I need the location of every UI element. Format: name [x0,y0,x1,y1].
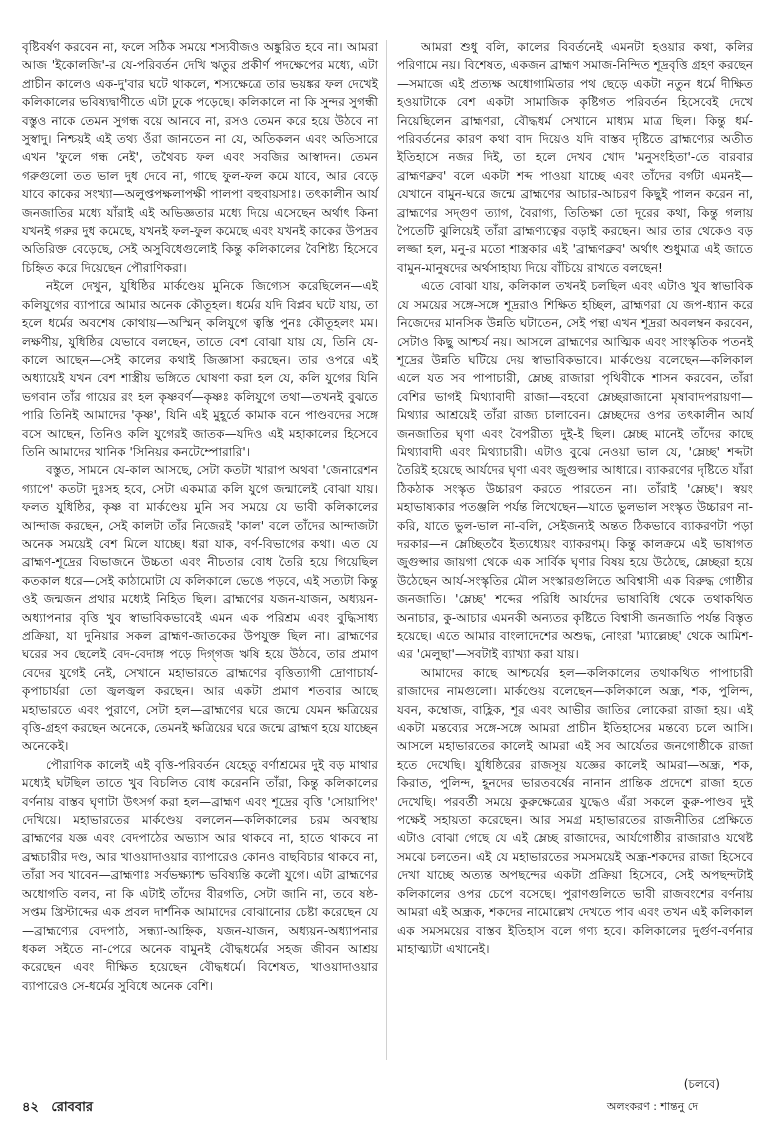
paragraph: বস্তুত, সামনে যে-কাল আসছে, সেটা কতটা খারাপ অথবা 'জেনারেশন গ্যাপে' কতটা দুঃসহ হবে, সেটা একমাত্র কলি যুগে জন্মালেই বোঝা যায়। ফলত যুধিষ্ঠির, কৃষ্ণ বা মার্কণ্ডেয় মুনি সব সময়ে যে ভাবী কলিকালের আন্দাজ করছেন, সেই কালটা তাঁর নিজেরই 'কাল' বলে তাঁদের আন্দাজটা অনেক সময়েই বেশ মিলে যাচ্ছে। ধরা যাক, বর্ণ-বিভাগের কথা। এত যে ব্রাহ্মণ-শূদ্রের বিভাজনে উচ্চতা এবং নীচতার বোধ তৈরি হয়ে গিয়েছিল কতকাল ধরে—সেই কাঠামোটা যে কলিকালে ভেঙে পড়বে, এই সত্যটা কিন্তু ওই জন্মজন প্রথার মধ্যেই নিহিত ছিল। ব্রাহ্মণের যজন-যাজন, অধ্যয়ন-অধ্যাপনার বৃত্তি খুব স্বাভাবিকভাবেই এমন এক পরিশ্রম এবং বুদ্ধিসাধ্য প্রক্রিয়া, যা দুনিয়ার সকল ব্রাহ্মণ-জাতকের উপযুক্ত ছিল না। ব্রাহ্মণের ঘরের সব ছেলেই বেদ-বেদাঙ্গ পড়ে দিগ্‌গজ ঋষি হয়ে উঠবে, তার প্রমাণ বেদের যুগেই নেই, সেখানে মহাভারতে ব্রাহ্মণের বৃত্তিত্যাগী দ্রোণাচার্য-কৃপাচার্যরা তো জ্বলজ্বল করছেন। আর একটা প্রমাণ শতবার আছে মহাভারতে এবং পুরাণে, সেটা হল—ব্রাহ্মণের ঘরে জন্মে যেমন ক্ষত্রিয়ের বৃত্তি-গ্রহণ করছেন অনেকে, তেমনই ক্ষত্রিয়ের ঘরে জন্মে ব্রাহ্মণ হয়ে যাচ্ছেন অনেকেই। [22,463,378,754]
left-column [22,38,378,995]
paragraph: পৌরাণিক কালেই এই বৃত্তি-পরিবর্তন যেহেতু বর্ণাশ্রমের দুই বড় মাথার মধ্যেই ঘটছিল তাতে খুব বিচলিত বোধ করেননি তাঁরা, কিন্তু কলিকালের বর্ণনায় বাস্তব ঘৃণাটা উৎসর্গ করা হল—ব্রাহ্মণ এবং শূদ্রের বৃত্তি 'সোয়াপিং' দেখিয়ে। মহাভারতের মার্কণ্ডেয় বললেন—কলিকালের চরম অবস্থায় ব্রাহ্মণের যজ্ঞ এবং বেদপাঠের অভ্যাস আর থাকবে না, হাতে থাকবে না ব্রহ্মচারীর দণ্ড, আর খাওয়াদাওয়ার ব্যাপারেও কোনও বাছবিচার থাকবে না, তাঁরা সব খাবেন—ব্রাহ্মণাঃ সর্বভক্ষ্যাশ্চ ভবিষ্যন্তি কলৌ যুগে। এটা ব্রাহ্মণের অধোগতি বলব, না কি এটাই তাঁদের বীরগতি, সেটা জানি না, তবে ষষ্ঠ-সপ্তম খ্রিস্টাব্দের এক প্রবল দার্শনিক আমাদের বোঝানোর চেষ্টা করেছেন যে—ব্রাহ্মণ্যের বেদপাঠ, সন্ধ্যা-আহ্নিক, যজন-যাজন, অধ্যয়ন-অধ্যাপনার ধকল সইতে না-পেরে অনেক বামুনই বৌদ্ধধর্মের সহজ জীবন আশ্রয় করেছেন এবং দীক্ষিত হয়েছেন বৌদ্ধধর্মে। বিশেষত, খাওয়াদাওয়ার ব্যাপারেও সে-ধর্মের সুবিধে অনেক বেশি। [22,757,378,993]
page-footer [22,1098,93,1119]
column-divider [386,40,387,1060]
paragraph: এতে বোঝা যায়, কলিকাল তখনই চলছিল এবং এটাও খুব স্বাভাবিক যে সময়ের সঙ্গে-সঙ্গে শূদ্ররাও শিক্ষিত হচ্ছিল, ব্রাহ্মণরা যে জপ-ধ্যান করে নিজেদের মানসিক উন্নতি ঘটাতেন, সেই পন্থা এখন শূদ্ররা অবলম্বন করবেন, সেটাও কিছু আশ্চর্য নয়। আসলে ব্রাহ্মণের আত্মিক এবং সাংস্কৃতিক পতনই শূদ্রের উন্নতি ঘটিয়ে দেয় স্বাভাবিকভাবে। মার্কণ্ডেয় বলেছেন—কলিকাল এলে যত সব পাপাচারী, ম্লেচ্ছ রাজারা পৃথিবীকে শাসন করবেন, তাঁরা বেশির ভাগই মিথ্যাবাদী রাজা—বহবো ম্লেচ্ছরাজানো মৃষাবাদপরায়ণা—মিথ্যার আশ্রয়েই তাঁরা রাজ্য চালাবেন। ম্লেচ্ছদের ওপর তৎকালীন আর্য জনজাতির ঘৃণা এবং বৈপরীত্য দুই-ই ছিল। ম্লেচ্ছ মানেই তাঁদের কাছে মিথ্যাবাদী এবং মিথ্যাচারী। এটাও বুঝে নেওয়া ভাল যে, 'ম্লেচ্ছ' শব্দটা তৈরিই হয়েছে আর্যদের ঘৃণা এবং জুগুপ্সার আধারে। ব্যাকরণের দৃষ্টিতে যাঁরা ঠিকঠাক সংস্কৃত উচ্চারণ করতে পারতেন না। তাঁরাই 'ম্লেচ্ছ'। স্বয়ং মহাভাষ্যকার পতঞ্জলি পর্যন্ত লিখেছেন—যাতে ভুলভাল সংস্কৃত উচ্চারণ না-করি, যাতে ভুল-ভাল না-বলি, সেইজন্যই অন্তত ঠিকভাবে ব্যাকরণটা পড়া দরকার—ন ম্লেচ্ছিতবৈ ইত্যধ্যেয়ং ব্যাকরণম্‌। কিন্তু কালক্রমে এই ভাষাগত জুগুপ্সার জায়গা থেকে এক সার্বিক ঘৃণার বিষয় হয়ে উঠেছে, ম্লেচ্ছরা হয়ে উঠেছেন আর্য-সংস্কৃতির মৌল সংস্কারগুলিতে অবিশ্বাসী এক বিরুদ্ধ গোষ্ঠীর জনজাতি। 'ম্লেচ্ছ' শব্দের পরিধি আর্যদের ভাষাবিধি থেকে তথাকথিত অনাচার, কু-আচার এমনকী অন্যতর কৃষ্টিতে বিশ্বাসী জনজাতি পর্যন্ত বিস্তৃত হয়েছে। এতে আমার বাংলাদেশের অশুদ্ধ, নোংরা 'ম্যাল্লেচ্ছ' থেকে আমিশ-এর 'মেলুছা'—সবটাই ব্যাখ্যা করা যায়। [397,279,753,662]
paragraph: আমাদের কাছে আশ্চর্যের হল—কলিকালের তথাকথিত পাপাচারী রাজাদের নামগুলো। মার্কণ্ডেয় বলেছেন—কলিকালে অন্ধ্র, শক, পুলিন্দ, যবন, কম্বোজ, বাহ্লিক, শূর এবং আভীর জাতির লোকেরা রাজা হয়। এই একটা মন্তব্যের সঙ্গে-সঙ্গে আমরা প্রাচীন ইতিহাসের মন্তব্যে চলে আসি। আসলে মহাভারতের কালেই আমরা এই সব আর্যেতর জনগোষ্ঠীকে রাজা হতে দেখেছি। যুধিষ্ঠিরের রাজসূয় যজ্ঞের কালেই আমরা—অন্ধ্র, শক, কিরাত, পুলিন্দ, হূনদের ভারতবর্ষের নানান প্রান্তিক প্রদেশে রাজা হতে দেখেছি। পরবর্তী সময়ে কুরুক্ষেত্রের যুদ্ধেও এঁরা সকলে কুরু-পাণ্ডব দুই পক্ষেই সহায়তা করেছেন। আর সমগ্র মহাভারতের রাজনীতির প্রেক্ষিতে এটাও বোঝা গেছে যে এই ম্লেচ্ছ রাজাদের, আর্যগোষ্ঠীর রাজারাও যথেষ্ট সমঝে চলতেন। এই যে মহাভারতের সমসময়েই অন্ধ্র-শকদের রাজা হিসেবে দেখা যাচ্ছে অত্যন্ত অপছন্দের একটা প্রক্রিয়া হিসেবে, সেই অপছন্দটাই কলিকালের ওপর চেপে বসেছে। পুরাণগুলিতে ভাবী রাজবংশের বর্ণনায় আমরা এই অন্ধ্রক, শকদের নামোল্লেখ দেখতে পাব এবং তখন এই কলিকাল এক সমসময়ের বাস্তব ইতিহাস বলে গণ্য হবে। কলিকালের দুর্গুণ-বর্ণনার মাহাত্ম্যটা এখানেই। [397,665,753,956]
magazine-name: রোববার [51,1100,94,1115]
paragraph: আমরা শুধু বলি, কালের বিবর্তনেই এমনটা হওয়ার কথা, কলির পরিণামে নয়। বিশেষত, একজন ব্রাহ্মণ সমাজ-নিন্দিত শূদ্রবৃত্তি গ্রহণ করছেন—সমাজে এই প্রত্যক্ষ অধোগামিতার পথ ছেড়ে একটা নতুন ধর্মে দীক্ষিত হওয়াটাকে বেশ একটা সামাজিক কৃষ্টিগত পরিবর্তন হিসেবেই দেখে নিয়েছিলেন ব্রাহ্মণরা, বৌদ্ধধর্ম সেখানে মাধ্যম মাত্র ছিল। কিন্তু ধর্ম-পরিবর্তনের কারণ কথা বাদ দিয়েও যদি বাস্তব দৃষ্টিতে ব্রাহ্মণ্যের অতীত ইতিহাসে নজর দিই, তা হলে দেখব খোদ 'মনুসংহিতা'-তে বারবার ব্রাহ্মণব্রুব' বলে একটা শব্দ পাওয়া যাচ্ছে এবং তাঁদের বর্গটা এমনই—যেখানে বামুন-ঘরে জন্মে ব্রাহ্মণের আচার-আচরণ কিছুই পালন করেন না, ব্রাহ্মণের সদ্‌গুণ ত্যাগ, বৈরাগ্য, তিতিক্ষা তো দূরের কথা, কিন্তু গলায় পৈতেটি ঝুলিয়েই তাঁরা ব্রাহ্মণ্যত্বের বড়াই করছেন। আর তার থেকেও বড় লজ্জা হল, মনু-র মতো শাস্ত্রকার এই 'ব্রাহ্মণব্রুব' অর্থাৎ শুধুমাত্র এই জাতে বামুন-মানুষদের অর্থসাহায্য দিয়ে বাঁচিয়ে রাখতে বলছেন! [397,40,753,275]
continued-note: (চলবে) [683,1077,720,1091]
illustration-credit: অলংকরণ : শান্তনু দে [606,1100,698,1113]
paragraph: বৃষ্টিবর্ষণ করবেন না, ফলে সঠিক সময়ে শস্যবীজও অঙ্কুরিত হবে না। আমরা আজ 'ইকোলজি'-র যে-পরিবর্তন দেখি ঋতুর প্রকীর্ণ পদক্ষেপের মধ্যে, এটা প্রাচীন কালেও এক-দু'বার ঘটে থাকলে, শস্যক্ষেত্রে তার ভয়ঙ্কর ফল দেখেই কলিকালের ভবিষ্যদ্বাণীতে এটা ঢুকে পড়েছে। কলিকালে না কি সুন্দর সুগন্ধী বস্তুও নাকে তেমন সুগন্ধ বয়ে আনবে না, রসও তেমন করে হয়ে উঠবে না সুস্বাদু। নিশ্চয়ই এই তথ্য ওঁরা জানতেন না যে, অতিকলন এবং অতিসারে এখন 'ফুলে গন্ধ নেই', তথৈবচ ফল এবং সবজির আস্বাদন। তেমন গরুগুলো তত ভাল দুধ দেবে না, গাছে ফুল-ফল কমে যাবে, আর বেড়ে যাবে কাকের সংখ্যা—অলুপ্তপক্ষলাপক্ষী পালপা বহুবায়সাঃ। তৎকালীন আর্য জনজাতির মধ্যে যাঁরাই এই অভিজ্ঞতার মধ্যে দিয়ে এসেছেন অর্থাৎ কিনা যখনই গরুর দুধ কমেছে, যখনই ফল-ফুল কমেছে এবং যখনই কাকের উপদ্রব অতিরিক্ত বেড়েছে, সেই অসুবিধেগুলোই কিন্তু কলিকালের বৈশিষ্ট্য হিসেবে চিহ্নিত করে দিয়েছেন পৌরাণিকরা। [22,40,378,275]
page-number: ৪২ [22,1100,39,1115]
right-column [397,38,753,958]
paragraph: নইলে দেখুন, যুধিষ্ঠির মার্কণ্ডেয় মুনিকে জিগ্যেস করেছিলেন—এই কলিযুগের ব্যাপারে আমার অনেক কৌতূহল। ধর্মের যদি বিপ্লব ঘটে যায়, তা হলে ধর্মের অবশেষ কোথায়—অস্মিন্ কলিযুগে ত্বস্তি পুনঃ কৌতূহলং মম। লক্ষণীয়, যুধিষ্ঠির যেভাবে বলছেন, তাতে বেশ বোঝা যায় যে, তিনি যে-কালে আছেন—সেই কালের কথাই জিজ্ঞাসা করছেন। তার ওপরে এই অধ্যায়েই যখন বেশ শাস্ত্রীয় ভঙ্গিতে ঘোষণা করা হল যে, কলি যুগের যিনি ভগবান তাঁর গায়ের রং হল কৃষ্ণবর্ণ—কৃষ্ণঃ কলিযুগে তথা—তখনই বুঝতে পারি তিনিই আমাদের 'কৃষ্ণ', যিনি এই মুহূর্তে কামাক বনে পাণ্ডবদের সঙ্গে বসে আছেন, তিনিও কলি যুগেরই জাতক—যদিও এই মহাকালের হিসেবে তিনি আমাদের খানিক 'সিনিয়র কনটেম্পোরারি'। [22,279,378,459]
